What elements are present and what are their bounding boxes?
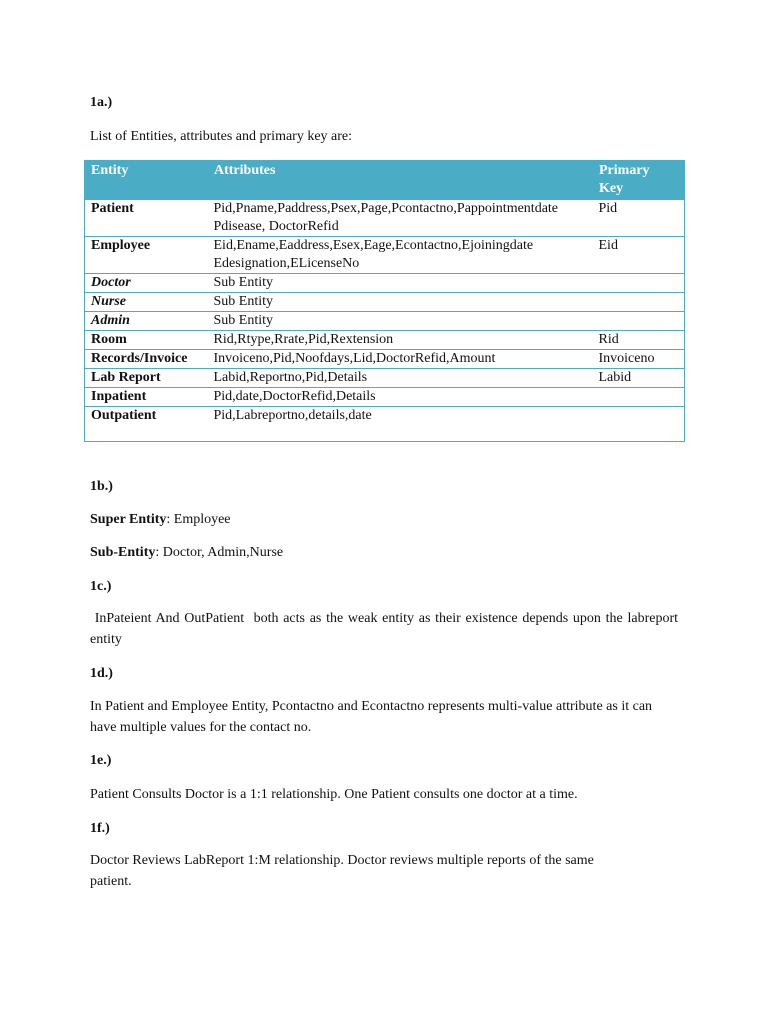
heading-1a: 1a.)	[90, 95, 113, 110]
entity-cell: Records/Invoice	[85, 350, 208, 369]
table-row	[85, 312, 685, 331]
sub-entity-value: : Doctor, Admin,Nurse	[155, 545, 284, 560]
super-entity-label: Super Entity	[90, 512, 167, 527]
primary-key-cell	[593, 388, 685, 407]
heading-1b: 1b.)	[90, 479, 113, 494]
table-row	[85, 369, 685, 388]
entity-cell: Inpatient	[85, 388, 208, 407]
primary-key-cell	[593, 407, 685, 442]
entity-cell: Lab Report	[85, 369, 208, 388]
one-to-many-line2: patient.	[90, 874, 132, 889]
header-primary-key-line2: Key	[599, 181, 624, 196]
heading-1d: 1d.)	[90, 666, 113, 681]
entity-cell: Patient	[85, 200, 208, 237]
header-primary-key	[593, 161, 685, 200]
attributes-cell: Invoiceno,Pid,Noofdays,Lid,DoctorRefid,Amount	[208, 350, 593, 369]
one-to-many-line1: Doctor Reviews LabReport 1:M relationship. Doctor reviews multiple reports of the same	[90, 853, 594, 868]
attributes-line: Edesignation,ELicenseNo	[213, 256, 360, 271]
table-row	[85, 237, 685, 274]
attributes-line: Pdisease, DoctorRefid	[213, 219, 339, 234]
attributes-cell	[208, 200, 593, 237]
entity-cell: Employee	[85, 237, 208, 274]
entity-cell: Admin	[85, 312, 208, 331]
attributes-cell: Pid,date,DoctorRefid,Details	[208, 388, 593, 407]
entity-cell: Room	[85, 331, 208, 350]
entity-cell: Outpatient	[85, 407, 208, 442]
entity-cell: Doctor	[85, 274, 208, 293]
primary-key-cell	[593, 293, 685, 312]
attributes-cell	[208, 237, 593, 274]
header-primary-key-line1: Primary	[599, 163, 650, 178]
heading-1f: 1f.)	[90, 821, 110, 836]
primary-key-cell: Eid	[593, 237, 685, 274]
table-row	[85, 388, 685, 407]
attributes-line: Pid,Pname,Paddress,Psex,Page,Pcontactno,Pappointmentdate	[213, 201, 559, 216]
heading-1e: 1e.)	[90, 753, 112, 768]
entity-cell: Nurse	[85, 293, 208, 312]
attributes-cell: Pid,Labreportno,details,date	[208, 407, 593, 442]
primary-key-cell	[593, 312, 685, 331]
attributes-cell: Rid,Rtype,Rrate,Pid,Rextension	[208, 331, 593, 350]
primary-key-cell: Labid	[593, 369, 685, 388]
super-entity-value: : Employee	[166, 512, 231, 527]
primary-key-cell	[593, 274, 685, 293]
sub-entity-line	[90, 542, 678, 563]
entity-table	[84, 160, 685, 442]
table-row	[85, 407, 685, 442]
attributes-cell: Sub Entity	[208, 312, 593, 331]
table-row	[85, 350, 685, 369]
one-to-many-text	[90, 850, 678, 892]
heading-1c: 1c.)	[90, 579, 112, 594]
table-header-row	[85, 161, 685, 200]
header-attributes: Attributes	[208, 161, 593, 200]
one-to-one-text: Patient Consults Doctor is a 1:1 relationship. One Patient consults one doctor at a time.	[90, 787, 578, 802]
attributes-cell: Sub Entity	[208, 274, 593, 293]
sub-entity-label: Sub-Entity	[90, 545, 156, 560]
weak-entity-text: InPateient And OutPatient both acts as the weak entity as their existence depends upon the labreport entity	[90, 611, 682, 647]
table-row	[85, 274, 685, 293]
table-row	[85, 331, 685, 350]
table-row	[85, 200, 685, 237]
primary-key-cell: Pid	[593, 200, 685, 237]
super-entity-line	[90, 509, 678, 530]
table-intro-text: List of Entities, attributes and primary key are:	[90, 129, 353, 144]
attributes-line: Eid,Ename,Eaddress,Esex,Eage,Econtactno,Ejoiningdate	[213, 238, 534, 253]
multivalue-text: In Patient and Employee Entity, Pcontactno and Econtactno represents multi-value attribute as it can have multiple values for the contact no.	[90, 699, 653, 735]
attributes-cell: Sub Entity	[208, 293, 593, 312]
attributes-cell: Labid,Reportno,Pid,Details	[208, 369, 593, 388]
header-entity: Entity	[85, 161, 208, 200]
table-row	[85, 293, 685, 312]
primary-key-cell: Invoiceno	[593, 350, 685, 369]
primary-key-cell: Rid	[593, 331, 685, 350]
